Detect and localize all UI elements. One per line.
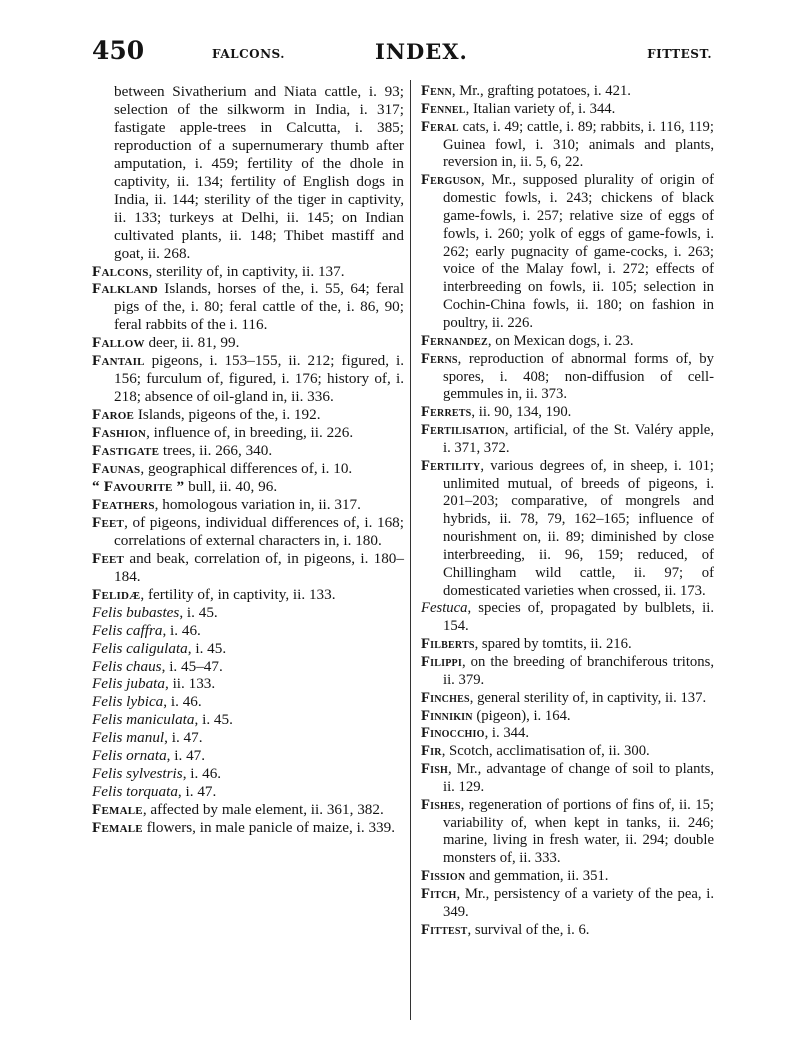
index-entry — [421, 922, 714, 940]
entry-heading: Fittest — [421, 921, 468, 938]
entry-text: , ii. 133. — [164, 675, 216, 693]
index-entry — [92, 334, 404, 352]
index-entry — [421, 458, 714, 601]
index-entry — [92, 675, 404, 693]
index-entry — [421, 119, 714, 173]
index-entry — [92, 514, 404, 550]
entry-text: trees, ii. 266, 340. — [159, 442, 273, 460]
entry-text: , survival of the, i. 6. — [467, 921, 590, 938]
entry-heading: “ Favourite ” — [92, 477, 185, 495]
entry-heading: Fish — [421, 761, 449, 778]
entry-text: , Mr., grafting potatoes, i. 421. — [451, 83, 631, 99]
index-entry — [92, 550, 404, 586]
entry-text: , sterility of, in captivity, ii. 137. — [148, 262, 345, 280]
entry-heading: Felis sylvestris — [92, 765, 183, 783]
entry-heading: Fennel — [421, 100, 466, 117]
entry-heading: Feet — [92, 549, 125, 567]
entry-heading: Fastigate — [92, 442, 160, 460]
entry-text: , regeneration of portions of fins of, ii. 15; variability of, when kept in tanks, ii. 246; marine, living in fresh water, ii. 294; double monsters of, ii. 333. — [443, 796, 714, 867]
entry-text: , affected by male element, ii. 361, 382. — [142, 801, 384, 819]
entry-heading: Fertility — [421, 457, 481, 474]
entry-heading: Felis chaus — [92, 657, 162, 675]
entry-heading: Fission — [421, 868, 466, 885]
entry-heading: Felis caligulata — [92, 639, 188, 657]
entry-text: bull, ii. 40, 96. — [184, 477, 278, 495]
index-entry — [92, 280, 404, 334]
entry-heading: Fishes — [421, 796, 461, 813]
entry-text: pigeons, i. 153–155, ii. 212; figured, i. 156; furculum of, figured, i. 176; history of, i. 218; absence of oil-gland in, ii. 336. — [114, 352, 404, 406]
index-entry — [92, 406, 404, 424]
index-entry — [92, 424, 404, 442]
entry-heading: Felis lybica — [92, 693, 164, 711]
entry-text: , fertility of, in captivity, ii. 133. — [140, 585, 336, 603]
entry-text: , i. 45. — [179, 603, 218, 621]
index-entry — [92, 819, 404, 837]
entry-text: and gemmation, ii. 351. — [465, 868, 609, 885]
index-entry — [421, 797, 714, 868]
index-entry — [421, 690, 714, 708]
entry-heading: Fashion — [92, 424, 147, 442]
index-entry — [421, 886, 714, 922]
index-entry — [92, 765, 404, 783]
entry-heading: Felis jubata — [92, 675, 165, 693]
entry-heading: Finnikin — [421, 707, 473, 724]
entry-text: , i. 46. — [163, 693, 202, 711]
index-entry — [92, 693, 404, 711]
entry-text: , i. 47. — [177, 783, 217, 801]
entry-heading: Fertilisation — [421, 422, 505, 439]
entry-text: cats, i. 49; cattle, i. 89; rabbits, i. 116, 119; Guinea fowl, i. 310; animals and plants, reversion in, ii. 5, 6, 22. — [443, 118, 714, 171]
entry-heading: Filippi — [421, 654, 462, 670]
index-entry — [92, 478, 404, 496]
entry-text: , on the breeding of branchiferous tritons, ii. 379. — [443, 654, 714, 688]
entry-text: , general sterility of, in captivity, ii. 137. — [469, 689, 707, 706]
index-entry — [92, 783, 404, 801]
entry-heading: Fitch — [421, 885, 457, 902]
index-entry — [92, 460, 404, 478]
entry-text: Islands, pigeons of the, i. 192. — [134, 406, 321, 424]
running-header — [92, 36, 716, 74]
entry-text: , i. 45. — [194, 711, 233, 729]
index-entry — [92, 729, 404, 747]
index-entry — [421, 422, 714, 458]
index-entry — [421, 761, 714, 797]
index-entry — [92, 622, 404, 640]
entry-text: , i. 45–47. — [161, 657, 223, 675]
entry-heading: Falcons — [92, 262, 149, 280]
entry-text: , reproduction of abnormal forms of, by spores, i. 408; non-diffusion of cell-gemmules in, ii. 373. — [443, 350, 714, 403]
right-running-head: FITTEST. — [647, 47, 712, 61]
entry-heading: Finocchio — [421, 725, 485, 742]
entry-heading: Fir — [421, 743, 442, 760]
entry-heading: Feathers — [92, 495, 155, 513]
index-entry — [421, 600, 714, 636]
entry-heading: Fernandez — [421, 332, 488, 349]
entry-text: , i. 47. — [166, 747, 206, 765]
index-entry — [92, 83, 404, 263]
index-entry — [92, 586, 404, 604]
entry-heading: Female — [92, 801, 143, 819]
entry-text: , i. 45. — [187, 639, 227, 657]
entry-heading: Feral — [421, 118, 459, 135]
entry-heading: Faroe — [92, 406, 135, 424]
index-column-right — [421, 83, 714, 940]
entry-text: , Mr., advantage of change of soil to plants, ii. 129. — [443, 761, 714, 795]
entry-text: (pigeon), i. 164. — [472, 707, 571, 724]
entry-heading: Ferns — [421, 350, 458, 367]
index-entry — [92, 747, 404, 765]
index-entry — [92, 442, 404, 460]
entry-text: , Mr., persistency of a variety of the pea, i. 349. — [443, 885, 714, 920]
index-column-left — [92, 83, 404, 837]
entry-text: , of pigeons, individual differences of, i. 168; correlations of external characters in, i. 180. — [114, 513, 404, 549]
index-entry — [92, 711, 404, 729]
entry-text: , geographical differences of, i. 10. — [140, 460, 353, 478]
index-title: INDEX. — [375, 39, 468, 64]
entry-text: , spared by tomtits, ii. 216. — [474, 636, 632, 653]
entry-text: , i. 46. — [162, 621, 201, 639]
entry-heading: Fenn — [421, 83, 452, 99]
entry-text: , ii. 90, 134, 190. — [471, 404, 572, 421]
entry-heading: Falkland — [92, 280, 158, 298]
index-entry — [92, 263, 404, 281]
entry-text: deer, ii. 81, 99. — [144, 334, 240, 352]
index-entry — [92, 640, 404, 658]
entry-heading: Ferrets — [421, 404, 472, 421]
index-entry — [421, 172, 714, 333]
index-entry — [421, 101, 714, 119]
entry-heading: Faunas — [92, 460, 141, 478]
entry-text: , Scotch, acclimatisation of, ii. 300. — [441, 743, 650, 760]
index-entry — [92, 604, 404, 622]
index-entry — [421, 725, 714, 743]
column-divider — [410, 80, 411, 1020]
entry-heading: Fantail — [92, 352, 145, 370]
entry-text: between Sivatherium and Niata cattle, i. 93; selection of the silkworm in India, i. 317; fastigate apple-trees in Calcutta, i. 385; reproduction of a supernumerary thumb after amputation, i. 459; fertility of the dhole in captivity, ii. 134; fertility of English dogs in India, ii. 144; sterility of the tiger in captivity, ii. 133; turkeys at Delhi, ii. 145; on Indian cultivated plants, ii. 148; Thibet mastiff and goat, ii. 268. — [114, 83, 404, 262]
entry-text: , on Mexican dogs, i. 23. — [487, 332, 634, 349]
index-entry — [421, 333, 714, 351]
entry-heading: Felis bubastes — [92, 603, 180, 621]
entry-heading: Finches — [421, 689, 470, 706]
index-entry — [421, 351, 714, 405]
entry-text: , Mr., supposed plurality of origin of domestic fowls, i. 243; chickens of black game-fowls, i. 257; relative size of eggs of fowls, i. 260; yolk of eggs of game-fowls, i. 262; early pugnacity of game-cocks, i. 263; voice of the Malay fowl, i. 272; effects of interbreeding on fowls, ii. 105; selection in Cochin-China fowls, ii. 180; on fashion in poultry, ii. 226. — [443, 172, 714, 331]
page-number: 450 — [92, 36, 145, 65]
entry-heading: Female — [92, 819, 143, 837]
entry-text: , various degrees of, in sheep, i. 101; unlimited mutual, of breeds of pigeons, i. 201–203; comparative, of mongrels and hybrids, ii. 78, 79, 162–165; influence of nourishment on, ii. 89; diminished by close interbreeding, ii. 96, 159; reduced, of Chillingham wild cattle, ii. 97; of domesticated varieties when crossed, ii. 173. — [443, 457, 714, 599]
index-entry — [92, 352, 404, 406]
entry-heading: Felidæ — [92, 585, 141, 603]
entry-heading: Felis manul — [92, 729, 165, 747]
index-entry — [92, 801, 404, 819]
index-entry — [92, 496, 404, 514]
entry-heading: Filberts — [421, 636, 475, 653]
index-entry — [421, 868, 714, 886]
entry-heading: Felis ornata — [92, 747, 167, 765]
entry-text: , i. 46. — [182, 765, 222, 783]
entry-text: Islands, horses of the, i. 55, 64; feral pigs of the, i. 80; feral cattle of the, i. 86, 90; feral rabbits of the i. 116. — [114, 280, 404, 334]
entry-heading: Felis torquata — [92, 783, 178, 801]
entry-text: , influence of, in breeding, ii. 226. — [146, 424, 354, 442]
entry-heading: Felis maniculata — [92, 711, 195, 729]
index-entry — [421, 708, 714, 726]
left-running-head: FALCONS. — [212, 47, 285, 61]
entry-heading: Festuca — [421, 600, 468, 617]
entry-heading: Fallow — [92, 334, 145, 352]
index-entry — [421, 404, 714, 422]
entry-text: , i. 344. — [484, 725, 530, 742]
entry-text: , artificial, of the St. Valéry apple, i. 371, 372. — [443, 422, 714, 456]
index-entry — [92, 658, 404, 676]
index-entry — [421, 636, 714, 654]
entry-heading: Feet — [92, 513, 125, 531]
index-entry — [421, 743, 714, 761]
entry-text: and beak, correlation of, in pigeons, i. 180–184. — [114, 549, 404, 585]
entry-text: flowers, in male panicle of maize, i. 339. — [142, 819, 396, 837]
entry-text: , species of, propagated by bulblets, ii. 154. — [443, 600, 714, 635]
entry-text: , Italian variety of, i. 344. — [465, 100, 616, 117]
index-entry — [421, 83, 714, 101]
entry-text: , homologous variation in, ii. 317. — [154, 495, 361, 513]
entry-text: , i. 47. — [164, 729, 203, 747]
entry-heading: Ferguson — [421, 172, 482, 189]
index-entry — [421, 654, 714, 690]
entry-heading: Felis caffra — [92, 621, 163, 639]
